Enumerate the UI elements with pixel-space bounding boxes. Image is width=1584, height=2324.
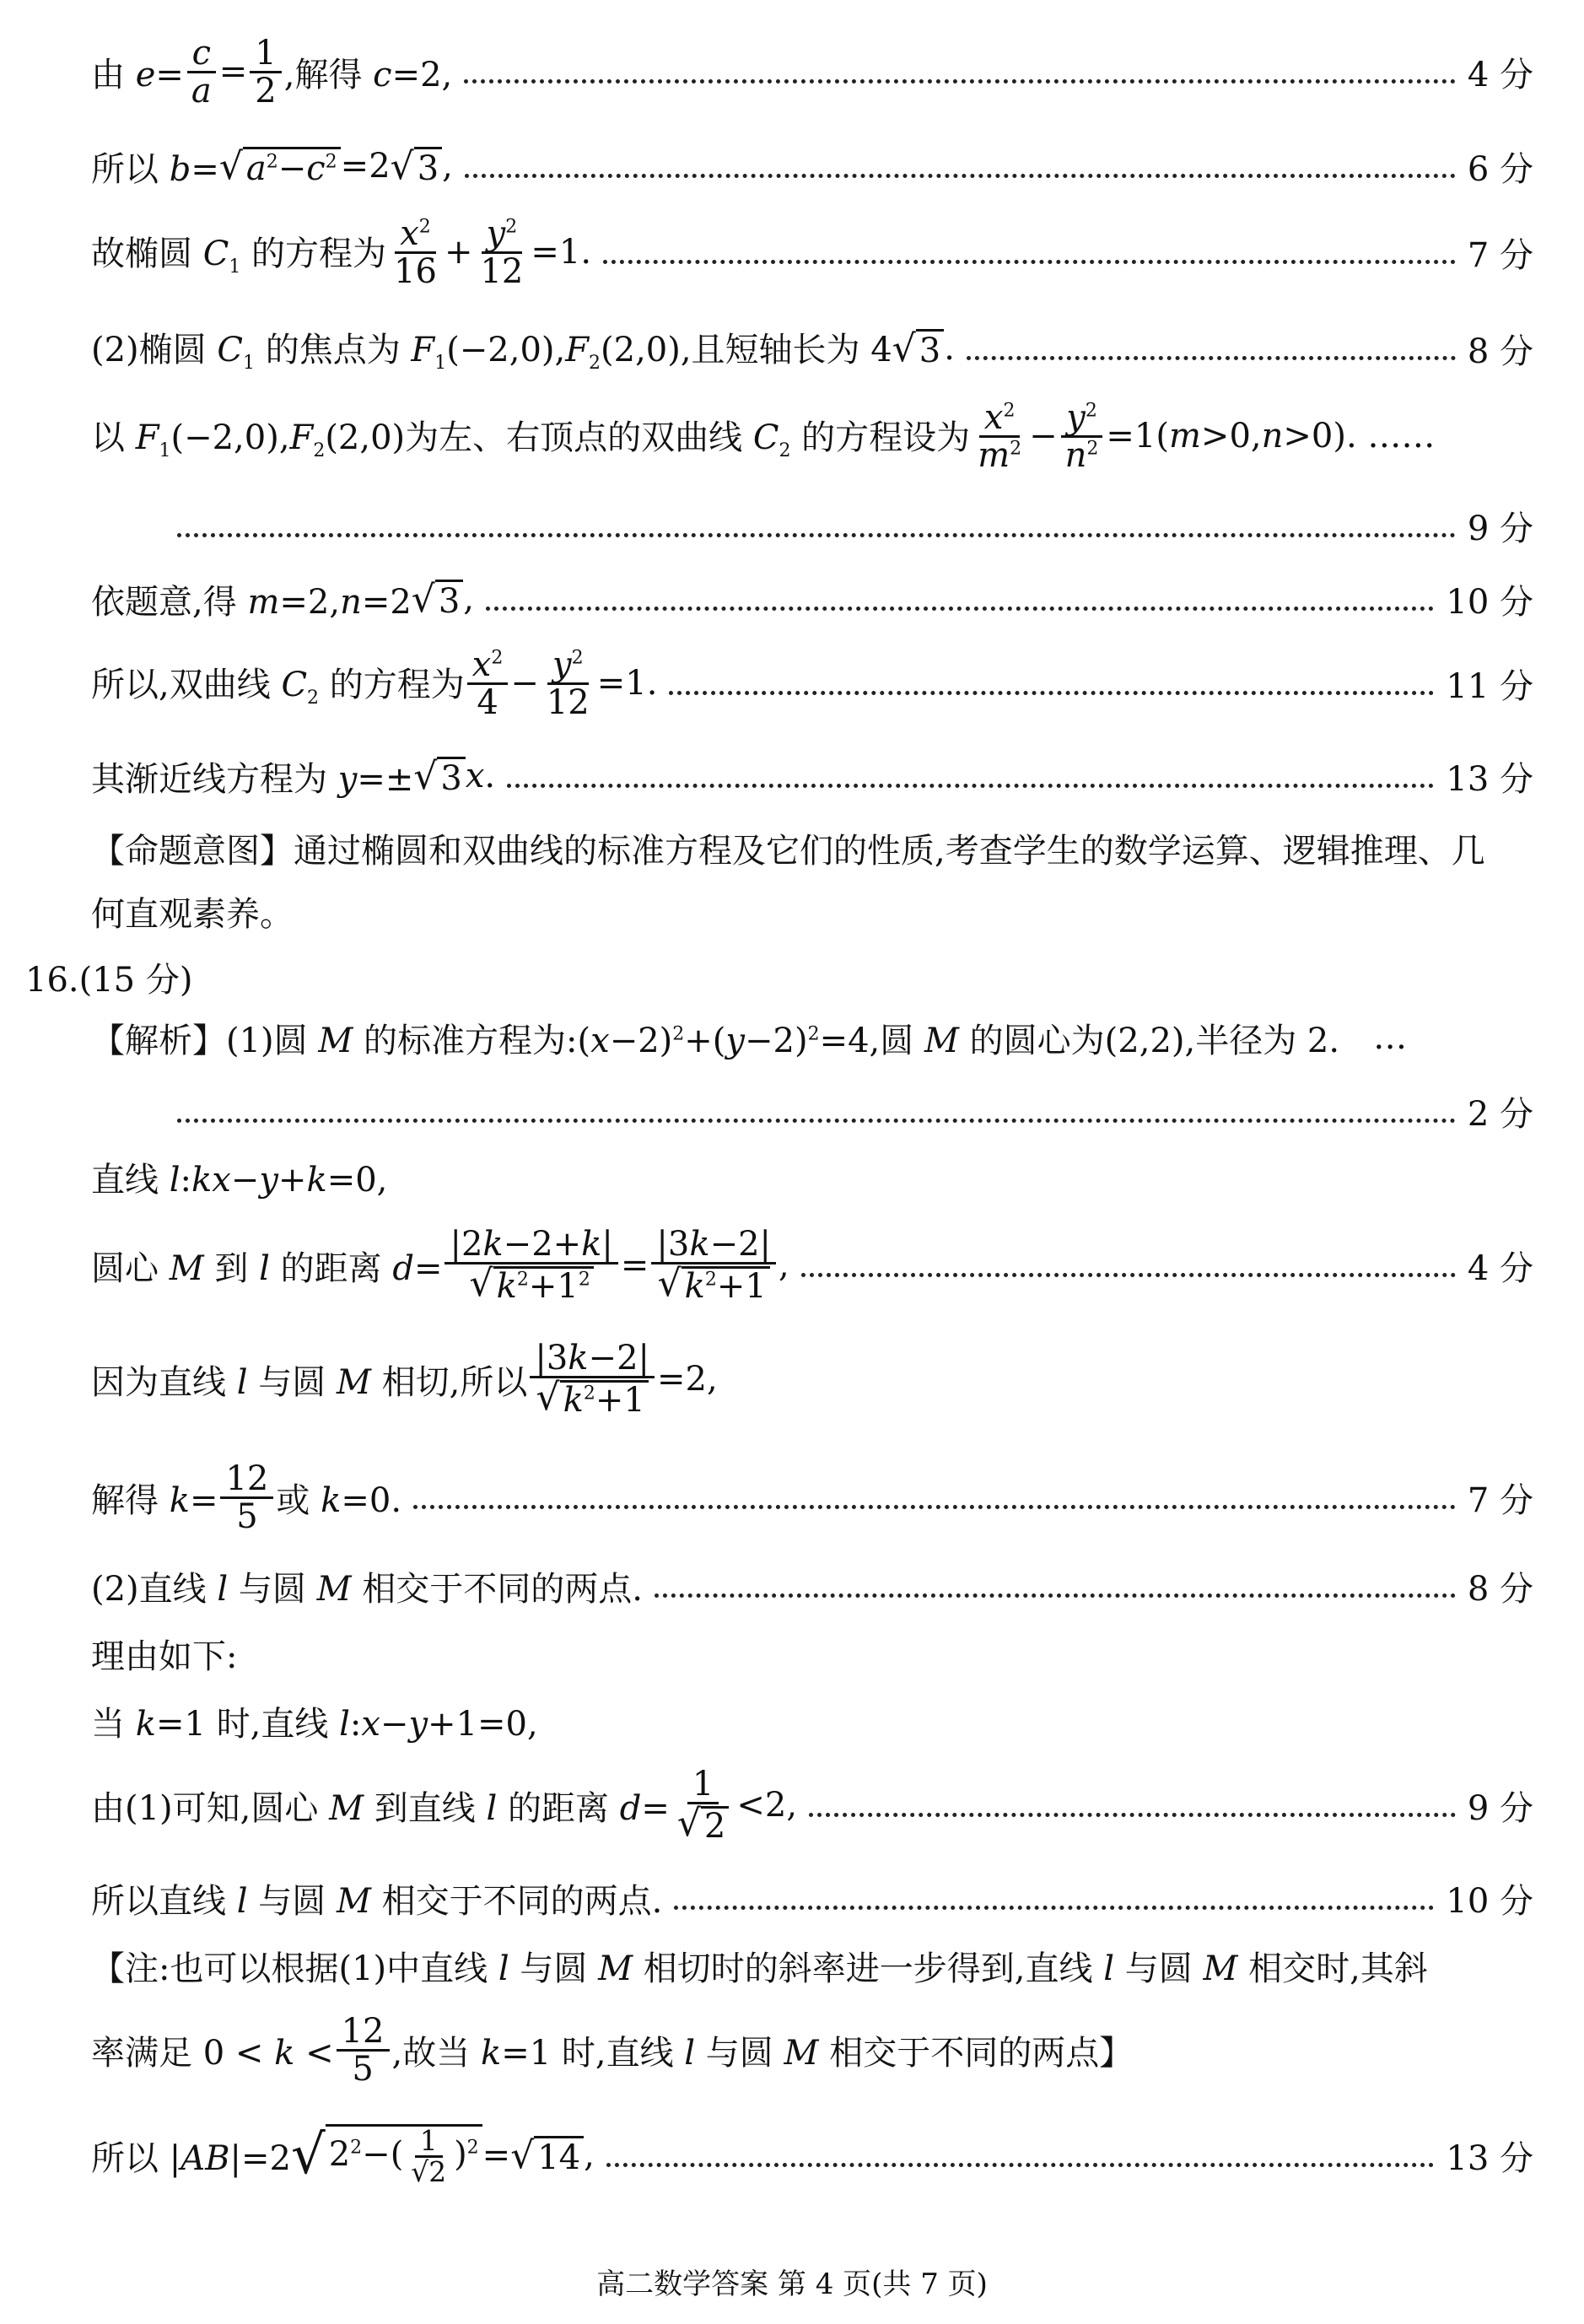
solution-line-22 (91, 1765, 1533, 1846)
note-line-2 (91, 2012, 1533, 2088)
ellipse-foci-statement: (2)椭圆 $C_1$ 的焦点为 $F_1(-2,0),F_2(2,0)$,且短轴长为 4 √ 3 . (91, 326, 955, 374)
note-line-1 (91, 1928, 1533, 2003)
score-mark: 8 分 (1467, 1569, 1533, 1609)
dot-leader (809, 1804, 1456, 1817)
score-mark: 2 分 (1467, 1094, 1533, 1134)
solution-line-26 (91, 2117, 1533, 2193)
solution-line-1 (91, 34, 1533, 110)
solution-line-21 (91, 1683, 1533, 1759)
dot-leader (464, 71, 1456, 84)
dot-leader (177, 525, 1456, 537)
intersect-conclusion: 所以直线 l 与圆 M 相交于不同的两点. (91, 1881, 663, 1921)
score-mark: 7 分 (1467, 1480, 1533, 1520)
solution-line-17 (91, 1339, 1533, 1420)
score-mark: 9 分 (1467, 1788, 1533, 1828)
score-mark: 9 分 (1467, 509, 1533, 548)
solution-line-13 (91, 1000, 1533, 1076)
score-mark: 7 分 (1467, 235, 1533, 275)
solution-line-5 (91, 398, 1533, 474)
circle-m-standard-form: 【解析】(1)圆 M 的标准方程为$:(x-2)^2+(y-2)^2=4$,圆 M 的圆心为(2,2),半径为 2. … (91, 1018, 1408, 1060)
equation-distance-d: 圆心 M 到 l 的距离 d= |2k−2+k| √ $k^2+1^2$ = |3k−2| √ $k^2+1$ , (91, 1225, 789, 1306)
note-slope-range: 率满足 0 < k < $\frac{12}{5}$ ,故当 k=1 时,直线 l 与圆 M 相交于不同的两点】 (91, 2011, 1134, 2089)
question-number: 16.(15 分) (25, 961, 193, 1000)
intent-note-text: 【命题意图】通过椭圆和双曲线的标准方程及它们的性质,考查学生的数学运算、逻辑推理、几 (91, 831, 1485, 871)
dot-leader (465, 165, 1456, 178)
solution-line-16 (91, 1225, 1533, 1306)
solution-line-2 (91, 128, 1533, 204)
intent-note-text: 何直观素养。 (91, 894, 294, 934)
equation-distance-k1: 由(1)可知,圆心 M 到直线 l 的距离 d= 1 √ 2 <2, (91, 1765, 798, 1846)
dot-leader (674, 1897, 1434, 1910)
dot-leader (507, 775, 1434, 788)
page-footer: 高二数学答案 第 4 页(共 7 页) (596, 2267, 988, 2301)
equation-ellipse-c1: 故椭圆 $C_1$ 的方程为 $\frac{x^2}{16}$ + $\frac{y^2}{12}$ =1. (91, 213, 592, 291)
reason-heading: 理由如下: (91, 1637, 238, 1676)
dot-leader (486, 598, 1434, 611)
dot-leader (669, 682, 1434, 695)
hyperbola-assumption: 以 $F_1(-2,0),F_2(2,0)$为左、右顶点的双曲线 $C_2$ 的方程设为 $\frac{x^2}{m^2}$ − $\frac{y^2}{n^2}$ =1(m>0,n>0). …… (91, 397, 1436, 475)
solution-line-14 (177, 1073, 1533, 1149)
equation-tangent-condition: 因为直线 l 与圆 M 相切,所以 |3k−2| √ $k^2+1$ =2, (91, 1339, 718, 1420)
equation-k-solutions: 解得 k= $\frac{12}{5}$ 或 k=0. (91, 1459, 402, 1536)
dot-leader (177, 1110, 1456, 1123)
score-mark: 13 分 (1446, 759, 1533, 799)
line-l-k1: 当 k=1 时,直线 l:x−y+1=0, (91, 1704, 538, 1744)
solution-line-6 (177, 488, 1533, 563)
line-l-equation: 直线 l:kx−y+k=0, (91, 1160, 388, 1200)
solution-line-4 (91, 310, 1533, 386)
solution-line-8 (91, 645, 1533, 721)
score-mark: 4 分 (1467, 1248, 1533, 1288)
solution-line-15 (91, 1139, 1533, 1215)
solution-line-7 (91, 561, 1533, 637)
solution-line-23 (91, 1860, 1533, 1936)
equation-asymptote: 其渐近线方程为 y=± √ 3 x. (91, 754, 496, 799)
score-mark: 13 分 (1446, 2138, 1533, 2178)
score-mark: 10 分 (1446, 582, 1533, 622)
score-mark: 4 分 (1467, 55, 1533, 94)
dot-leader (801, 1264, 1456, 1277)
dot-leader (967, 348, 1456, 360)
solution-line-20 (91, 1615, 1533, 1691)
intersect-claim: (2)直线 l 与圆 M 相交于不同的两点. (91, 1569, 644, 1609)
solution-line-18 (91, 1459, 1533, 1535)
equation-m-n: 依题意,得 m=2,n=2 √ 3 , (91, 577, 475, 622)
solution-line-19 (91, 1548, 1533, 1624)
dot-leader (655, 1585, 1456, 1598)
solution-line-9 (91, 738, 1533, 814)
dot-leader (603, 251, 1456, 264)
dot-leader (606, 2154, 1435, 2167)
score-mark: 6 分 (1467, 149, 1533, 189)
note-text: 【注:也可以根据(1)中直线 l 与圆 M 相切时的斜率进一步得到,直线 l 与圆 M 相交时,其斜 (91, 1949, 1428, 1988)
solution-line-3 (91, 214, 1533, 290)
dot-leader (413, 1496, 1456, 1509)
score-mark: 11 分 (1446, 666, 1533, 706)
equation-hyperbola-c2: 所以,双曲线 $C_2$ 的方程为 $\frac{x^2}{4}$ − $\frac{y^2}{12}$ =1. (91, 644, 658, 722)
equation-b-value: 所以 b= √ $a^2-c^2$ =2 √ 3 , (91, 144, 453, 189)
equation-eccentricity: 由 e= $\frac{c}{a}$ = $\frac{1}{2}$ ,解得 c=2, (91, 33, 453, 111)
score-mark: 8 分 (1467, 332, 1533, 371)
score-mark: 10 分 (1446, 1881, 1533, 1921)
intent-note-line-2 (91, 873, 1533, 949)
equation-chord-length: 所以 |AB|=2 √ $2^2-$( $\frac{1}{√2}$ )$^2$ = √ 14 , (91, 2124, 595, 2188)
